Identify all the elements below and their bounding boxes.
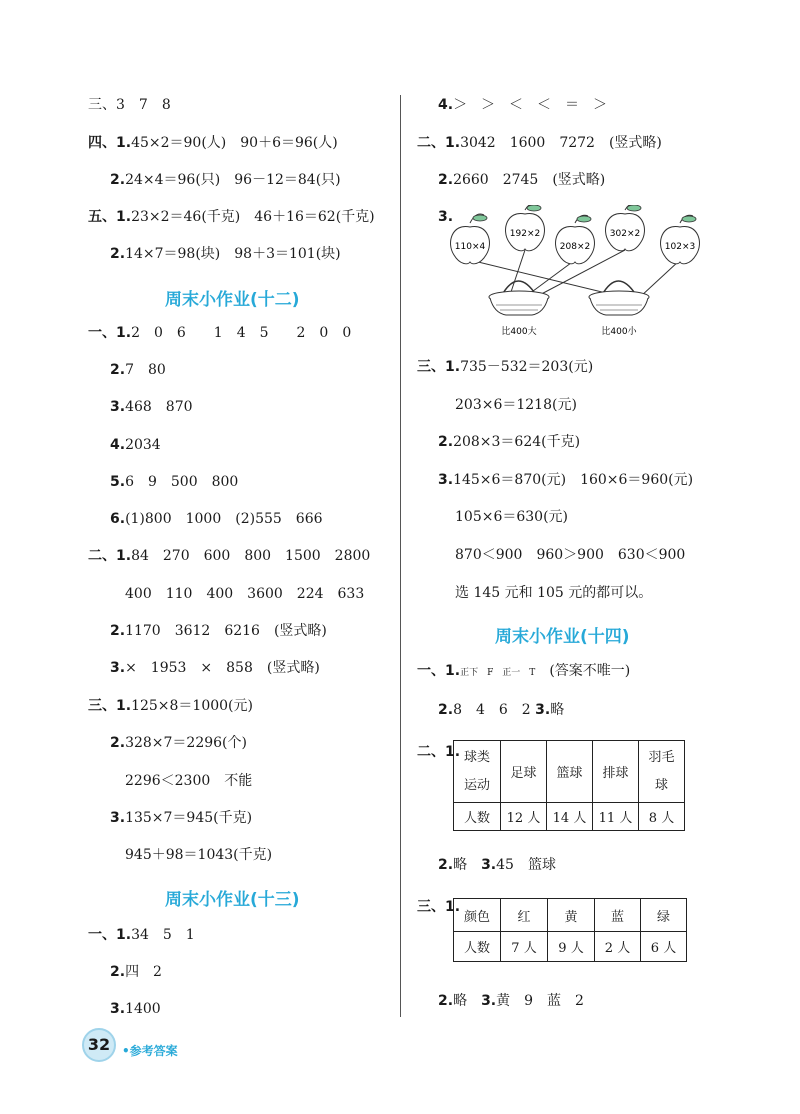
header-text: 运动 (463, 777, 490, 793)
table-header-cell: 颜色 (454, 899, 501, 932)
answer-line (110, 1000, 161, 1018)
answer-text: 135×7＝945(千克) (125, 810, 253, 826)
table-cell: 人数 (454, 803, 501, 831)
basket-label: 比400小 (601, 327, 637, 337)
answer-text: 略 (453, 993, 468, 1009)
apple-label: 192×2 (509, 229, 541, 239)
answer-line (110, 659, 320, 677)
answer-text: 7 80 (125, 362, 166, 378)
match-line (640, 260, 680, 297)
table-cell: 7 人 (501, 932, 548, 962)
answer-text: 略 (453, 857, 468, 873)
answer-line (110, 245, 341, 263)
sports-table (453, 740, 685, 831)
table-cell: 人数 (454, 932, 501, 962)
answer-text: 24×4＝96(只) 96－12＝84(只) (125, 172, 341, 188)
apple-label: 302×2 (609, 229, 641, 239)
answer-text: 1400 (125, 1001, 161, 1017)
answer-line (88, 324, 351, 342)
section-heading: 周末小作业(十二) (165, 290, 300, 310)
item-number: 3. (438, 209, 454, 225)
item-number: 2. (110, 246, 126, 262)
apple (606, 205, 645, 251)
table-header-cell: 绿 (641, 899, 687, 932)
answer-text: (答案不唯一) (549, 663, 631, 679)
footer-label: •参考答案 (122, 1044, 178, 1058)
answer-line (88, 926, 195, 944)
item-number: 3. (481, 857, 497, 873)
answer-text: 23×2＝46(千克) 46＋16＝62(千克) (131, 209, 375, 225)
apple-basket-figure (440, 205, 710, 340)
item-number: 3. (481, 993, 497, 1009)
basket (589, 281, 649, 337)
answer-line (417, 358, 593, 376)
item-number: 2. (110, 964, 126, 980)
table-header-cell: 排球 (593, 741, 639, 803)
answer-text: 45 篮球 (496, 857, 556, 873)
apple-label: 102×3 (664, 242, 696, 252)
table-cell: 12 人 (501, 803, 547, 831)
answer-text: 34 5 1 (131, 927, 195, 943)
table-cell: 14 人 (547, 803, 593, 831)
item-number: 2. (110, 735, 126, 751)
answer-text: 208×3＝624(千克) (453, 434, 581, 450)
basket-icon (590, 298, 648, 315)
item-number: 4. (438, 97, 454, 113)
answer-line: 105×6＝630(元) (455, 509, 569, 525)
answer-line: 三、3 7 8 (88, 97, 171, 113)
answer-text: 468 870 (125, 399, 193, 415)
item-number: 一、1. (88, 325, 132, 341)
apple (451, 214, 490, 264)
apple (661, 215, 700, 263)
answer-line: 203×6＝1218(元) (455, 397, 577, 413)
basket-label: 比400大 (501, 327, 537, 337)
answer-text: 2 0 6 1 4 5 2 0 0 (131, 325, 352, 341)
column-divider (400, 95, 401, 1017)
item-number: 2. (438, 702, 454, 718)
answer-line (417, 134, 662, 152)
table-cell: 2 人 (595, 932, 641, 962)
answer-text: ＞ ＞ ＜ ＜ ＝ ＞ (453, 97, 608, 113)
answer-line (110, 734, 247, 752)
item-number: 3. (535, 702, 551, 718)
item-number: 2. (110, 623, 126, 639)
table-cell: 9 人 (548, 932, 595, 962)
table-header-cell (639, 741, 685, 803)
answer-text: 3042 1600 7272 (竖式略) (460, 135, 662, 151)
answer-line: 400 110 400 3600 224 633 (125, 586, 365, 602)
answer-line (110, 436, 161, 454)
answer-line (110, 361, 166, 379)
answer-line: 870＜900 960＞900 630＜900 (455, 547, 686, 563)
answer-text: 45×2＝90(人) 90＋6＝96(人) (131, 135, 338, 151)
answer-text: 黄 9 蓝 2 (496, 993, 584, 1009)
page-number: 32 (82, 1028, 116, 1062)
item-number: 2. (438, 172, 454, 188)
table-header-cell: 篮球 (547, 741, 593, 803)
color-table (453, 898, 687, 962)
answer-line: 945＋98＝1043(千克) (125, 847, 273, 863)
item-number: 4. (110, 437, 126, 453)
item-number: 三、1. (88, 698, 132, 714)
header-text: 球 (654, 777, 668, 793)
section-heading: 周末小作业(十三) (165, 890, 300, 910)
basket (489, 281, 549, 337)
answer-line (438, 171, 605, 189)
table-header-cell (454, 741, 501, 803)
item-number: 2. (438, 857, 454, 873)
answer-text: (1)800 1000 (2)555 666 (125, 511, 323, 527)
answer-text: 735－532＝203(元) (460, 359, 594, 375)
answer-line (438, 992, 584, 1010)
item-number: 3. (110, 810, 126, 826)
leaf-icon (627, 205, 641, 211)
apple-label: 208×2 (559, 242, 591, 252)
answer-line (438, 701, 564, 719)
table-cell: 6 人 (641, 932, 687, 962)
answer-text: 略 (550, 702, 565, 718)
answer-line (110, 963, 162, 981)
answer-text: 145×6＝870(元) 160×6＝960(元) (453, 472, 694, 488)
answer-text: 14×7＝98(块) 98＋3＝101(块) (125, 246, 341, 262)
item-number: 2. (438, 993, 454, 1009)
answer-line (110, 473, 238, 491)
table-header-cell: 足球 (501, 741, 547, 803)
table-header-cell: 黄 (548, 899, 595, 932)
item-number: 二、1. (88, 548, 132, 564)
item-number: 五、1. (88, 209, 132, 225)
answer-line (110, 398, 193, 416)
item-number: 3. (110, 660, 126, 676)
header-text: 羽毛 (648, 749, 675, 765)
answer-text: 2034 (125, 437, 161, 453)
item-number: 一、1. (88, 927, 132, 943)
answer-line (438, 96, 607, 114)
apple (506, 205, 545, 251)
item-number: 5. (110, 474, 126, 490)
answer-line (417, 662, 630, 682)
table-header-cell: 蓝 (595, 899, 641, 932)
item-number: 2. (110, 172, 126, 188)
item-number: 2. (438, 434, 454, 450)
answer-line (110, 510, 323, 528)
answer-line (88, 208, 375, 226)
leaf-icon (577, 216, 591, 222)
answer-line (110, 171, 341, 189)
item-number: 二、1. (417, 744, 461, 760)
answer-line (110, 622, 327, 640)
answer-line (438, 856, 556, 874)
item-number: 6. (110, 511, 126, 527)
section-heading: 周末小作业(十四) (495, 627, 630, 647)
leaf-icon (682, 216, 696, 222)
table-cell: 11 人 (593, 803, 639, 831)
table-cell: 8 人 (639, 803, 685, 831)
answer-text: 84 270 600 800 1500 2800 (131, 548, 371, 564)
header-text: 球类 (463, 749, 490, 765)
item-number: 四、1. (88, 135, 132, 151)
table-header-cell: 红 (501, 899, 548, 932)
answer-line (110, 809, 252, 827)
apple-label: 110×4 (454, 242, 486, 252)
item-number: 3. (110, 399, 126, 415)
apple (556, 215, 595, 263)
item-number: 一、1. (417, 663, 461, 679)
item-number: 2. (110, 362, 126, 378)
answer-line (438, 433, 580, 451)
basket-icon (490, 298, 548, 315)
answer-line (438, 471, 693, 489)
answer-text: 125×8＝1000(元) (131, 698, 253, 714)
item-number: 3. (110, 1001, 126, 1017)
answer-text: 328×7＝2296(个) (125, 735, 247, 751)
answer-line (88, 697, 253, 715)
answer-text: 四 2 (125, 964, 162, 980)
answer-text: × 1953 × 858 (竖式略) (125, 660, 320, 676)
answer-line (88, 547, 370, 565)
answer-text: 2660 2745 (竖式略) (453, 172, 606, 188)
tally-marks: 正下 F 正一 T (460, 668, 536, 678)
leaf-icon (473, 215, 487, 221)
item-number: 三、1. (417, 359, 461, 375)
answer-text: 8 4 6 2 (453, 702, 531, 718)
item-number: 二、1. (417, 135, 461, 151)
answer-line: 2296＜2300 不能 (125, 773, 253, 789)
item-number: 三、1. (417, 899, 461, 915)
answer-line: 选 145 元和 105 元的都可以。 (455, 585, 653, 601)
answer-line (88, 134, 338, 152)
item-number: 3. (438, 472, 454, 488)
leaf-icon (527, 205, 541, 211)
answer-text: 1170 3612 6216 (竖式略) (125, 623, 327, 639)
answer-text: 6 9 500 800 (125, 474, 239, 490)
